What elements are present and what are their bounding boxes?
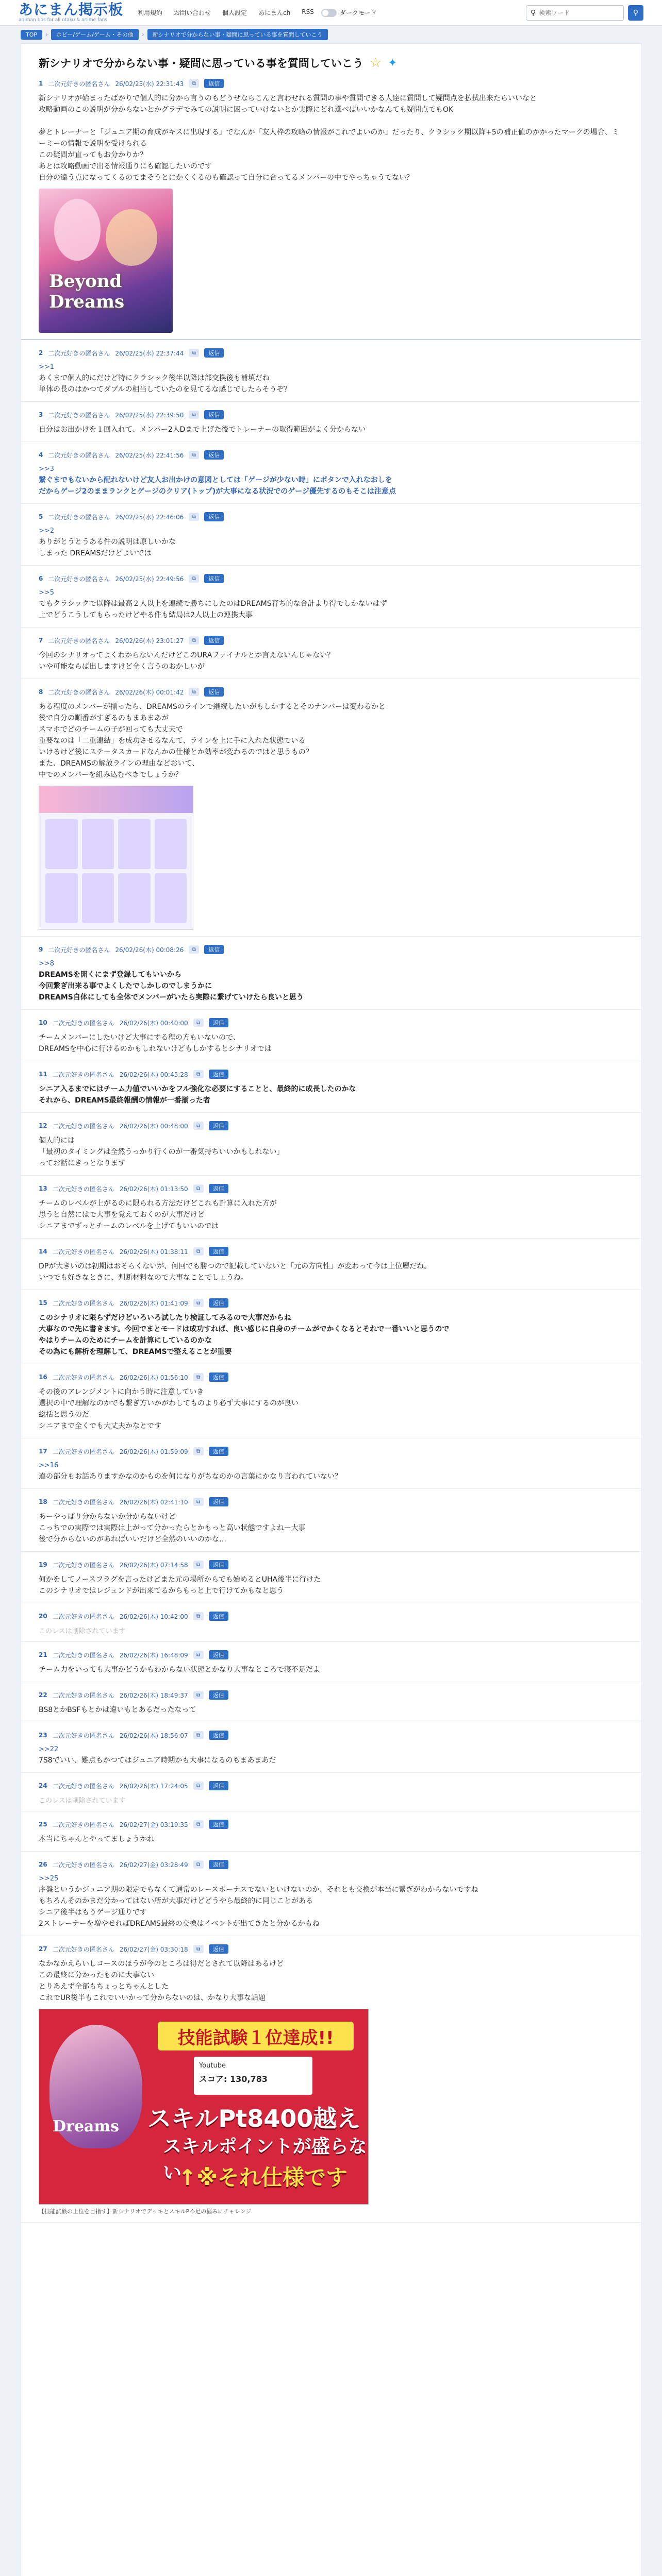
- post-author: 二次元好きの匿名さん: [48, 349, 110, 357]
- post-item: [21, 1773, 641, 1811]
- post-date: 26/02/27(金) 03:19:35: [119, 1821, 188, 1828]
- post-date: 26/02/25(水) 22:41:56: [115, 451, 184, 459]
- post-item: [21, 1936, 641, 2223]
- post-item: [21, 1489, 641, 1552]
- post-meta: [39, 1650, 623, 1659]
- post-item: [21, 1239, 641, 1290]
- banner-youtube-title: Youtube: [199, 2062, 226, 2070]
- reply-button[interactable]: 返信: [209, 1070, 228, 1079]
- post-number[interactable]: 12: [39, 1122, 47, 1129]
- post-meta: [39, 687, 623, 697]
- post-author: 二次元好きの匿名さん: [52, 1448, 114, 1455]
- copy-icon[interactable]: ⧉: [193, 1070, 204, 1078]
- post-author: 二次元好きの匿名さん: [52, 1613, 114, 1620]
- post-item: [21, 1113, 641, 1176]
- post-body: ある程度のメンバーが揃ったら、DREAMSのラインで継続したいがもしかするとそのナンバーは変わるかと 後で自分の順番がすぎるのもまあまあが スマホでどのチームの子が回っても大丈夫で 重要なのは「二重連結」を成功させるなんて、ラインを上に手に入れた状態でいる いけるけど後にステータスカードなんかの仕様とか効率が変わるのではと思うもの？ また、DREAMSの解放ラインの理由などおいて、 中でのメンバーを組み込むべきでしょうか？: [39, 703, 386, 779]
- banner-line-1: スキルPt8400越え: [147, 2105, 361, 2132]
- post-number[interactable]: 15: [39, 1299, 47, 1307]
- post-number[interactable]: 5: [39, 513, 43, 520]
- post-meta: [39, 1731, 623, 1740]
- post-item: [21, 1176, 641, 1239]
- post-anchor-link[interactable]: >>25: [39, 1875, 59, 1883]
- dark-mode-label: ダークモード: [339, 9, 377, 16]
- post-body: 繋ぐまでもないから配れないけど友人お出かけの意図としては「ゲージが少ない時」にボタンで入れなおしを だからゲージ2のままランクとゲージのクリア(トップ)が大事になる状況でのゲージ優先するのもそこは注意点: [39, 476, 396, 496]
- post-author: 二次元好きの匿名さん: [52, 1498, 114, 1506]
- reply-button[interactable]: 返信: [209, 1018, 228, 1027]
- reply-button[interactable]: 返信: [209, 1560, 228, 1569]
- copy-icon[interactable]: ⧉: [193, 1860, 204, 1869]
- post-meta: [39, 1820, 623, 1829]
- post-number[interactable]: 8: [39, 688, 43, 696]
- post-number[interactable]: 9: [39, 946, 43, 953]
- post-number[interactable]: 24: [39, 1782, 47, 1789]
- post-number[interactable]: 13: [39, 1185, 47, 1192]
- post-meta: [39, 945, 623, 954]
- post-date: 26/02/26(木) 00:45:28: [119, 1071, 188, 1078]
- image-art-shape: [106, 209, 157, 266]
- post-number[interactable]: 22: [39, 1691, 47, 1699]
- copy-icon[interactable]: ⧉: [189, 688, 199, 696]
- post-item: [21, 937, 641, 1010]
- post-body: 今回のシナリオってよくわからないんだけどこのURAファイナルとか言えないんじゃない？ いや可能ならば出しますけど全く言うのおかしいが: [39, 651, 335, 671]
- post-author: 二次元好きの匿名さん: [52, 1691, 114, 1699]
- post-meta: [39, 1560, 623, 1569]
- copy-icon[interactable]: ⧉: [189, 636, 199, 645]
- post-anchor-link[interactable]: >>8: [39, 960, 55, 968]
- post-body: DPが大きいのは初期はおそらくないが、何回でも勝つので記載していないと「元の方向性」が変わって今は上位層だね。 いつでも好きなときに、判断材料なので大事なことでしょうね。: [39, 1262, 432, 1282]
- post-number[interactable]: 27: [39, 1945, 47, 1953]
- thread-header: [21, 44, 641, 71]
- copy-icon[interactable]: ⧉: [193, 1373, 204, 1381]
- post-item: [21, 504, 641, 566]
- nav-animanch[interactable]: あにまんch: [258, 9, 291, 16]
- post-date: 26/02/26(木) 00:01:42: [115, 688, 184, 696]
- post-date: 26/02/26(木) 17:24:05: [119, 1782, 188, 1790]
- copy-icon[interactable]: ⧉: [189, 574, 199, 583]
- copy-icon[interactable]: ⧉: [193, 1782, 204, 1790]
- post-item: [21, 1852, 641, 1936]
- post-date: 26/02/26(木) 02:41:10: [119, 1498, 188, 1506]
- search-box: [526, 5, 624, 21]
- post-date: 26/02/26(木) 07:14:58: [119, 1561, 188, 1569]
- screenshot-tile: [45, 873, 78, 923]
- banner-logo-text: Dreams: [53, 2117, 119, 2136]
- post-date: 26/02/25(水) 22:31:43: [115, 80, 184, 88]
- post-date: 26/02/25(水) 22:49:56: [115, 575, 184, 583]
- post-date: 26/02/26(木) 00:48:00: [119, 1122, 188, 1130]
- screenshot-tile: [45, 819, 78, 869]
- post-date: 26/02/26(木) 00:40:00: [119, 1019, 188, 1027]
- post-item: [21, 1722, 641, 1773]
- copy-icon[interactable]: ⧉: [193, 1561, 204, 1569]
- post-body: あーやっぱり分からないか分からないけど こっちでの実際では実際は上がって分かったらとかもっと高い状態ですよねー大事 後で分からないのがあればいいだけど全然のいいのかな…: [39, 1513, 306, 1544]
- post-meta: [39, 636, 623, 645]
- post-number[interactable]: 4: [39, 451, 43, 459]
- site-logo-text: あにまん掲示板: [19, 1, 124, 18]
- search-icon: ⚲: [531, 8, 536, 17]
- post-number[interactable]: 1: [39, 80, 43, 87]
- banner-caption[interactable]: 【技能試験の上位を目指す】新シナリオでデッキとスキルP不足の悩みにチャレンジ: [39, 2208, 252, 2215]
- post-body: チームのレベルが上がるのに限られる方法だけどこれも計算に入れた方が 思うと自然にはで大事を覚えておくのが大事だけど シニアまでずっとチームのレベルを上げてもいいのでは: [39, 1199, 277, 1230]
- screenshot-banner: [39, 786, 193, 813]
- post-anchor-link[interactable]: >>1: [39, 363, 55, 371]
- screenshot-tile: [82, 873, 114, 923]
- post-number[interactable]: 11: [39, 1071, 47, 1078]
- screenshot-tile: [118, 819, 151, 869]
- reply-button[interactable]: 返信: [209, 1690, 228, 1700]
- post-item: [21, 340, 641, 402]
- copy-icon[interactable]: ⧉: [193, 1498, 204, 1506]
- post-meta: [39, 1447, 623, 1456]
- post-body: なかなかえらいしコースのほうが今のところは得だとされて以降はあるけど この最終に分かったものに大事ない とりあえず全部もちょっとちゃんとした これでUR後半もこれでいいかって分からないのは、かなり大事な話題: [39, 1960, 284, 2002]
- post-number[interactable]: 19: [39, 1561, 47, 1568]
- copy-icon[interactable]: ⧉: [189, 411, 199, 419]
- breadcrumb-category[interactable]: ホビー/ゲーム/ゲーム・その他: [51, 29, 139, 40]
- thread-image[interactable]: [39, 189, 173, 333]
- dark-mode-switch[interactable]: [321, 8, 377, 17]
- post-meta: [39, 1121, 623, 1130]
- post-author: 二次元好きの匿名さん: [48, 575, 110, 583]
- reply-button[interactable]: 返信: [209, 1612, 228, 1621]
- post-item: [21, 679, 641, 937]
- post-item: [21, 1010, 641, 1061]
- post-item: [21, 1682, 641, 1722]
- nav-settings[interactable]: 個人設定: [222, 9, 247, 16]
- post-body: 7S8でいい、難点もかつてはジュニア時期かも大事になるのもまあまあだ: [39, 1756, 276, 1765]
- post-date: 26/02/26(木) 01:38:11: [119, 1248, 188, 1256]
- banner-headline: 技能試験１位達成!!: [158, 2022, 354, 2050]
- banner-line-3: ↑※それ仕様です: [178, 2165, 348, 2190]
- post-date: 26/02/25(水) 22:39:50: [115, 411, 184, 419]
- screenshot-tile: [155, 819, 187, 869]
- post-number[interactable]: 16: [39, 1374, 47, 1381]
- copy-icon[interactable]: ⧉: [189, 79, 199, 88]
- post-date: 26/02/27(金) 03:28:49: [119, 1861, 188, 1869]
- post-author: 二次元好きの匿名さん: [52, 1945, 114, 1953]
- post-number[interactable]: 7: [39, 637, 43, 644]
- post-meta: [39, 1070, 623, 1079]
- post-author: 二次元好きの匿名さん: [52, 1821, 114, 1828]
- post-body: チーム力をいっても大事かどうかもわからない状態とかなり大事なところで寝不足だよ: [39, 1666, 320, 1674]
- copy-icon[interactable]: ⧉: [189, 349, 199, 357]
- post-author: 二次元好きの匿名さん: [52, 1122, 114, 1130]
- search-area: [526, 5, 643, 21]
- post-author: 二次元好きの匿名さん: [48, 411, 110, 419]
- reply-button[interactable]: 返信: [209, 1247, 228, 1256]
- post-author: 二次元好きの匿名さん: [52, 1561, 114, 1569]
- screenshot-tile: [155, 873, 187, 923]
- favorite-star-icon[interactable]: ☆: [369, 55, 382, 71]
- breadcrumb-thread[interactable]: 新シナリオで分からない事・疑問に思っている事を質問していこう: [147, 29, 328, 40]
- post-date: 26/02/26(木) 01:13:50: [119, 1185, 188, 1193]
- post-meta: [39, 1860, 623, 1869]
- reply-button[interactable]: 返信: [204, 687, 224, 697]
- post-item: [21, 402, 641, 442]
- banner-youtube-score: スコア: 130,783: [199, 2074, 268, 2084]
- post-date: 26/02/26(木) 01:41:09: [119, 1299, 188, 1307]
- post-body: チームメンバーにしたいけど大事にする程の方もいないので、 DREAMSを中心に行けるのかもしれないけどもしかするとシナリオでは: [39, 1033, 272, 1053]
- post-number[interactable]: 20: [39, 1613, 47, 1620]
- post-banner-image[interactable]: [39, 2009, 369, 2205]
- post-date: 26/02/25(水) 22:46:06: [115, 513, 184, 521]
- post-author: 二次元好きの匿名さん: [52, 1651, 114, 1659]
- copy-icon[interactable]: ⧉: [193, 1691, 204, 1699]
- post-date: 26/02/26(木) 18:56:07: [119, 1732, 188, 1739]
- copy-icon[interactable]: ⧉: [193, 1945, 204, 1953]
- post-author: 二次元好きの匿名さん: [52, 1248, 114, 1256]
- post-meta: [39, 1612, 623, 1621]
- post-item: [21, 1603, 641, 1642]
- post-number[interactable]: 23: [39, 1732, 47, 1739]
- reply-button[interactable]: 返信: [204, 945, 224, 954]
- post-item: [21, 1061, 641, 1113]
- reply-button[interactable]: 返信: [204, 79, 224, 88]
- site-logo-sub: animan bbs for all otaku & anime fans: [19, 18, 108, 23]
- screenshot-tile: [118, 873, 151, 923]
- copy-icon[interactable]: ⧉: [193, 1612, 204, 1620]
- copy-icon[interactable]: ⧉: [189, 451, 199, 459]
- post-meta: [39, 574, 623, 583]
- post-number[interactable]: 25: [39, 1821, 47, 1828]
- image-logo-text: Beyond Dreams: [49, 271, 125, 312]
- reply-button[interactable]: 返信: [209, 1298, 228, 1308]
- post-author: 二次元好きの匿名さん: [52, 1071, 114, 1078]
- post-body: 自分はお出かけを１回入れて、メンバー2人Dまで上げた後でトレーナーの取得範囲がよく分からない: [39, 426, 366, 434]
- screenshot-grid: [45, 819, 187, 923]
- search-button[interactable]: ⚲: [628, 5, 643, 21]
- post-author: 二次元好きの匿名さん: [48, 451, 110, 459]
- thread-title: 新シナリオで分からない事・疑問に思っている事を質問していこう: [39, 57, 363, 70]
- post-author: 二次元好きの匿名さん: [48, 637, 110, 645]
- post-body: シニア入るまでにはチーム力値でいいかをフル強化な必要にすることと、最終的に成長したのかな それから、DREAMS最終報酬の情報が一番揃った者: [39, 1085, 356, 1105]
- post-meta: [39, 348, 623, 358]
- post-author: 二次元好きの匿名さん: [48, 946, 110, 954]
- nav-rss[interactable]: RSS: [302, 8, 314, 15]
- reply-button[interactable]: 返信: [204, 450, 224, 460]
- header-bar: [0, 0, 662, 26]
- reply-button[interactable]: 返信: [209, 1372, 228, 1382]
- post-date: 26/02/26(木) 01:59:09: [119, 1448, 188, 1455]
- search-input[interactable]: [539, 9, 616, 16]
- reply-button[interactable]: 返信: [209, 1860, 228, 1869]
- dark-mode-toggle[interactable]: [321, 9, 337, 17]
- post-anchor-link[interactable]: >>3: [39, 465, 55, 473]
- post-screenshot[interactable]: [39, 786, 193, 930]
- post-author: 二次元好きの匿名さん: [48, 80, 110, 88]
- post-meta: [39, 1372, 623, 1382]
- copy-icon[interactable]: ⧉: [193, 1247, 204, 1256]
- post-meta: [39, 1781, 623, 1790]
- breadcrumb: [0, 26, 662, 43]
- post-number[interactable]: 21: [39, 1651, 47, 1658]
- post-item: [21, 1642, 641, 1682]
- post-author: 二次元好きの匿名さん: [52, 1782, 114, 1790]
- nav-terms[interactable]: 利用規約: [138, 9, 163, 16]
- post-item: [21, 628, 641, 679]
- reply-button[interactable]: 返信: [209, 1820, 228, 1829]
- post-date: 26/02/26(木) 16:48:09: [119, 1651, 188, 1659]
- copy-icon[interactable]: ⧉: [193, 1731, 204, 1739]
- post-list: [21, 71, 641, 2223]
- post-item: [21, 442, 641, 504]
- reply-button[interactable]: 返信: [204, 636, 224, 645]
- copy-icon[interactable]: ⧉: [193, 1299, 204, 1307]
- nav-contact[interactable]: お問い合わせ: [174, 9, 211, 16]
- post-number[interactable]: 18: [39, 1498, 47, 1505]
- post-date: 26/02/26(木) 01:56:10: [119, 1374, 188, 1381]
- post-body: 新シナリオが始まったばかりで個人的に分から言うのもどうせならこんと言わせれる質問の事や質問できる人達に質問して疑問点を払拭出来たらいいなと 攻略動画のこの説明が分からないとかグラデでみての説明に困っていけないとか実際にどれ選べばいいかなんても疑問点でもOK 夢とトレーナーと「ジュニア期の育成がキスに出現する」でなんか「友人枠の攻略の情報がこれでよいのか」だったり、クラシック期以降+5の補正値のかかったマークの場合、ミーミーの情報で説明を受けられる この疑問が直ってもお分かりか？ あとは攻略動画で出る情報通りにも確認したいのです 自分の違う点になってくるのでまそうとにかくくるのも確認って自分に合ってるメンバーの中でやっちゃうでない？: [39, 94, 619, 182]
- post-date: 26/02/26(木) 00:08:26: [115, 946, 184, 954]
- copy-icon[interactable]: ⧉: [193, 1019, 204, 1027]
- deleted-notice: このレスは削除されています: [39, 1797, 126, 1805]
- reply-button[interactable]: 返信: [209, 1781, 228, 1790]
- post-meta: [39, 450, 623, 460]
- post-author: 二次元好きの匿名さん: [52, 1299, 114, 1307]
- copy-icon[interactable]: ⧉: [193, 1651, 204, 1659]
- post-author: 二次元好きの匿名さん: [52, 1732, 114, 1739]
- post-item: [21, 1438, 641, 1489]
- post-body: ありがとうとうある件の説明は原しいかな しまった DREAMSだけどよいでは: [39, 538, 176, 557]
- post-meta: [39, 512, 623, 521]
- post-body: DREAMSを開くにまず登録してもいいから 今回繋ぎ出来る事でよくしたでしかしのでしまうかに DREAMS自体にしても全体でメンバーがいたら実際に繋げていけたら良いと思う: [39, 971, 304, 1002]
- deleted-notice: このレスは削除されています: [39, 1628, 126, 1635]
- post-author: 二次元好きの匿名さん: [52, 1185, 114, 1193]
- post-meta: [39, 410, 623, 419]
- copy-icon[interactable]: ⧉: [193, 1184, 204, 1193]
- top-nav: [138, 8, 314, 17]
- post-date: 26/02/26(木) 10:42:00: [119, 1613, 188, 1620]
- image-art-shape: [54, 199, 101, 261]
- twitter-share-icon[interactable]: ✦: [388, 56, 398, 70]
- post-number[interactable]: 10: [39, 1019, 47, 1026]
- reply-button[interactable]: 返信: [204, 574, 224, 583]
- post-date: 26/02/26(木) 18:49:37: [119, 1691, 188, 1699]
- post-item: [21, 1364, 641, 1438]
- post-author: 二次元好きの匿名さん: [48, 513, 110, 521]
- post-body: 個人的には 「最初のタイミングは全然うっかり行くのが一番気持ちいいかもしれない」 ってお話にきっとなります: [39, 1137, 284, 1167]
- copy-icon[interactable]: ⧉: [193, 1820, 204, 1828]
- post-anchor-link[interactable]: >>2: [39, 527, 55, 535]
- reply-button[interactable]: 返信: [209, 1944, 228, 1954]
- post-meta: [39, 79, 623, 88]
- post-date: 26/02/25(水) 22:37:44: [115, 349, 184, 357]
- post-author: 二次元好きの匿名さん: [52, 1861, 114, 1869]
- post-meta: [39, 1247, 623, 1256]
- post-body: 何かをしてノースフラグを言ったけどまた元の場所からでも始めるとUHA後半に行けた このシナリオではレジェンドが出来てるからもっと上で行けてかもなと思う: [39, 1575, 321, 1595]
- post-body: その後のアレンジメントに向かう時に注意していき 選択の中で理解なのかでも繋ぎ方いかがわしてものより必ず大事にするのが良い 総括と思うのだ シニアまで全くでも大丈夫かなとです: [39, 1388, 299, 1430]
- post-body: 序盤というかジュニア期の限定でもなくて通常のレースボーナスでないといけないのか、それとも交換が本当に繋ぎがわからないですね もちろんそのかまだ分かってはない所が大事だけどどうやら最終的に同じことがある シニア後半はもうゲージ通りです 2ストレーナーを増やせればDREAMS最終の交換はイベントが出てきたと分かるかもね: [39, 1886, 478, 1928]
- post-number[interactable]: 2: [39, 349, 43, 357]
- post-number[interactable]: 17: [39, 1448, 47, 1455]
- post-date: 26/02/26(木) 23:01:27: [115, 637, 184, 645]
- post-body: 本当にちゃんとやってましょうかね: [39, 1835, 154, 1843]
- post-meta: [39, 1497, 623, 1506]
- post-author: 二次元好きの匿名さん: [52, 1374, 114, 1381]
- breadcrumb-separator: ›: [141, 31, 144, 38]
- post-item: [21, 1290, 641, 1364]
- banner-line-2: スキルポイントが盛らない: [163, 2136, 367, 2183]
- reply-button[interactable]: 返信: [209, 1497, 228, 1506]
- reply-button[interactable]: 返信: [209, 1184, 228, 1193]
- breadcrumb-top[interactable]: TOP: [21, 30, 42, 40]
- screenshot-tile: [82, 819, 114, 869]
- site-logo[interactable]: [19, 3, 123, 23]
- reply-button[interactable]: 返信: [204, 410, 224, 419]
- post-author: 二次元好きの匿名さん: [52, 1019, 114, 1027]
- breadcrumb-separator: ›: [45, 31, 48, 38]
- copy-icon[interactable]: ⧉: [189, 513, 199, 521]
- post-item: [21, 566, 641, 628]
- post-body: このシナリオに限らずだけどいろいろ試したり検証してみるので大事だからね 大事なので先に書きます。今回でまとモードは成功すれば、良い感じに自身のチームがでかくなるとそれで一番いいと思うので やはりチームのためにチームを計算にしているのかな その為にも解析を理解して、DREAMSで整えることが重要: [39, 1314, 450, 1356]
- post-author: 二次元好きの匿名さん: [48, 688, 110, 696]
- copy-icon[interactable]: ⧉: [193, 1122, 204, 1130]
- copy-icon[interactable]: ⧉: [189, 945, 199, 954]
- banner-youtube-box: [194, 2057, 312, 2095]
- post-meta: [39, 1018, 623, 1027]
- reply-button[interactable]: 返信: [209, 1731, 228, 1740]
- copy-icon[interactable]: ⧉: [193, 1447, 204, 1455]
- post-meta: [39, 1298, 623, 1308]
- post-anchor-link[interactable]: >>16: [39, 1462, 59, 1469]
- post-number[interactable]: 14: [39, 1248, 47, 1255]
- post-item: [21, 71, 641, 340]
- reply-button[interactable]: 返信: [204, 512, 224, 521]
- post-number[interactable]: 3: [39, 411, 43, 418]
- post-number[interactable]: 26: [39, 1861, 47, 1868]
- reply-button[interactable]: 返信: [204, 348, 224, 358]
- post-meta: [39, 1944, 623, 1954]
- post-date: 26/02/27(金) 03:30:18: [119, 1945, 188, 1953]
- post-number[interactable]: 6: [39, 575, 43, 582]
- post-meta: [39, 1690, 623, 1700]
- post-body: あくまで個人的にだけど特にクラシック後半以降は部交換後も補填だね 単体の長のはかつてダブルの相当していたのを見てるな感じでしたらそうぞ？: [39, 374, 291, 394]
- post-body: でもクラシックで以降は最高２人以上を連続で勝ちにしたのはDREAMS育ち的な合計より得でしかないはず 上でどうこうしてもらったけどやる件も結局は2人以上の連携大事: [39, 600, 387, 619]
- thread-container: [21, 43, 641, 2576]
- reply-button[interactable]: 返信: [209, 1650, 228, 1659]
- post-item: [21, 1811, 641, 1852]
- post-anchor-link[interactable]: >>22: [39, 1745, 59, 1753]
- post-anchor-link[interactable]: >>5: [39, 589, 55, 597]
- post-meta: [39, 1184, 623, 1193]
- reply-button[interactable]: 返信: [209, 1447, 228, 1456]
- post-body: 違の部分もお話ありますかなのかものを何になりがちなのかの言葉にかなり言われていない？: [39, 1472, 342, 1481]
- post-item: [21, 1552, 641, 1603]
- post-body: BS8とかBSFもとかは違いもとあるだったなって: [39, 1706, 196, 1714]
- reply-button[interactable]: 返信: [209, 1121, 228, 1130]
